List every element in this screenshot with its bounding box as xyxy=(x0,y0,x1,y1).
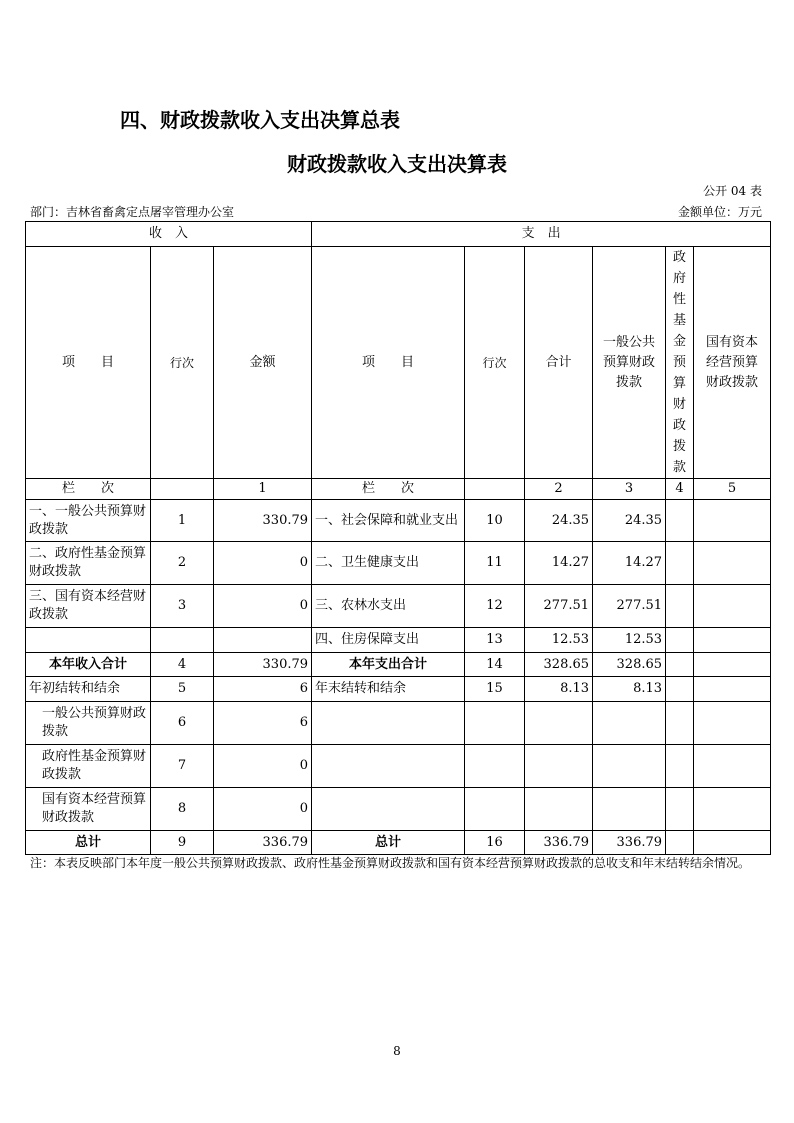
table-row xyxy=(26,788,771,831)
expense-state xyxy=(694,653,771,677)
expense-total: 328.65 xyxy=(525,653,593,677)
expense-fund xyxy=(666,542,694,585)
expense-general: 328.65 xyxy=(593,653,666,677)
income-item: 一般公共预算财政拨款 xyxy=(26,702,151,745)
table-note: 注：本表反映部门本年度一般公共预算财政拨款、政府性基金预算财政拨款和国有资本经营预算财政拨款的总收支和年末结转结余情况。 xyxy=(30,856,751,870)
col-num-2: 2 xyxy=(525,479,593,500)
expense-item xyxy=(312,745,465,788)
expense-state xyxy=(694,831,771,855)
expense-item xyxy=(312,702,465,745)
header-expense-total: 合计 xyxy=(525,247,593,479)
income-item: 二、政府性基金预算财政拨款 xyxy=(26,542,151,585)
expense-item: 本年支出合计 xyxy=(312,653,465,677)
income-amount: 330.79 xyxy=(214,500,312,542)
expense-state xyxy=(694,628,771,653)
income-row-no: 6 xyxy=(151,702,214,745)
expense-general: 14.27 xyxy=(593,542,666,585)
income-amount: 6 xyxy=(214,702,312,745)
expense-row-no: 16 xyxy=(465,831,525,855)
table-row xyxy=(26,628,771,653)
income-row-no: 5 xyxy=(151,677,214,702)
header-expense-state xyxy=(694,247,771,479)
income-amount: 0 xyxy=(214,788,312,831)
expense-fund xyxy=(666,585,694,628)
expense-fund xyxy=(666,653,694,677)
income-item: 三、国有资本经营财政拨款 xyxy=(26,585,151,628)
income-row-no: 1 xyxy=(151,500,214,542)
expense-total: 336.79 xyxy=(525,831,593,855)
col-empty-2 xyxy=(465,479,525,500)
expense-total xyxy=(525,745,593,788)
department-label: 部门：吉林省畜禽定点屠宰管理办公室 xyxy=(30,205,235,219)
header-expense-fund xyxy=(666,247,694,479)
income-row-no: 4 xyxy=(151,653,214,677)
expense-row-no: 12 xyxy=(465,585,525,628)
table-title: 财政拨款收入支出决算表 xyxy=(287,152,507,176)
expense-general: 24.35 xyxy=(593,500,666,542)
header-income-amount: 金额 xyxy=(214,247,312,479)
table-row xyxy=(26,745,771,788)
header-expense-row-no: 行次 xyxy=(465,247,525,479)
expense-item: 一、社会保障和就业支出 xyxy=(312,500,465,542)
income-row-no: 9 xyxy=(151,831,214,855)
col-num-3: 3 xyxy=(593,479,666,500)
table-row-grand-total xyxy=(26,831,771,855)
expense-fund xyxy=(666,831,694,855)
expense-state xyxy=(694,542,771,585)
expense-state xyxy=(694,500,771,542)
col-num-5: 5 xyxy=(694,479,771,500)
expense-total xyxy=(525,702,593,745)
expense-general: 12.53 xyxy=(593,628,666,653)
table-row xyxy=(26,585,771,628)
expense-row-no: 15 xyxy=(465,677,525,702)
expense-total: 14.27 xyxy=(525,542,593,585)
expense-total: 277.51 xyxy=(525,585,593,628)
table-row xyxy=(26,542,771,585)
expense-state xyxy=(694,585,771,628)
income-item: 总计 xyxy=(26,831,151,855)
income-item: 年初结转和结余 xyxy=(26,677,151,702)
income-item xyxy=(26,628,151,653)
expense-item: 三、农林水支出 xyxy=(312,585,465,628)
income-amount: 330.79 xyxy=(214,653,312,677)
income-row-no: 2 xyxy=(151,542,214,585)
expense-item: 年末结转和结余 xyxy=(312,677,465,702)
income-amount: 336.79 xyxy=(214,831,312,855)
expense-fund xyxy=(666,500,694,542)
expense-fund xyxy=(666,788,694,831)
expense-total: 24.35 xyxy=(525,500,593,542)
expense-general: 336.79 xyxy=(593,831,666,855)
expense-general: 277.51 xyxy=(593,585,666,628)
income-amount: 0 xyxy=(214,542,312,585)
expense-row-no: 10 xyxy=(465,500,525,542)
header-expense-item: 项 目 xyxy=(312,247,465,479)
income-item: 国有资本经营预算财政拨款 xyxy=(26,788,151,831)
income-amount: 0 xyxy=(214,585,312,628)
expense-fund xyxy=(666,702,694,745)
table-row xyxy=(26,702,771,745)
header-column-row xyxy=(26,247,771,479)
table-row xyxy=(26,677,771,702)
expense-general xyxy=(593,702,666,745)
expense-state xyxy=(694,702,771,745)
income-row-no: 8 xyxy=(151,788,214,831)
expense-row-no xyxy=(465,745,525,788)
expense-row-no xyxy=(465,702,525,745)
income-item: 政府性基金预算财政拨款 xyxy=(26,745,151,788)
income-amount xyxy=(214,628,312,653)
header-general-text: 一般公共预算财政拨款 xyxy=(603,334,656,390)
expense-item xyxy=(312,788,465,831)
expense-state xyxy=(694,745,771,788)
income-item: 本年收入合计 xyxy=(26,653,151,677)
expense-row-no xyxy=(465,788,525,831)
expense-fund xyxy=(666,628,694,653)
header-fund-text: 政府性基金预算财政拨款 xyxy=(673,250,687,475)
expense-general xyxy=(593,745,666,788)
income-amount: 0 xyxy=(214,745,312,788)
expense-item: 总计 xyxy=(312,831,465,855)
expense-state xyxy=(694,677,771,702)
table-row xyxy=(26,500,771,542)
table-row-subtotal xyxy=(26,653,771,677)
header-state-text: 国有资本经营预算财政拨款 xyxy=(706,334,759,390)
header-income: 收 入 xyxy=(26,222,312,247)
expense-state xyxy=(694,788,771,831)
header-expense-general xyxy=(593,247,666,479)
expense-general xyxy=(593,788,666,831)
expense-row-no: 14 xyxy=(465,653,525,677)
header-group-row xyxy=(26,222,771,247)
expense-fund xyxy=(666,745,694,788)
income-row-no: 3 xyxy=(151,585,214,628)
expense-total xyxy=(525,788,593,831)
expense-row-no: 11 xyxy=(465,542,525,585)
col-empty-1 xyxy=(151,479,214,500)
amount-unit-label: 金额单位：万元 xyxy=(677,205,762,219)
budget-table xyxy=(25,221,771,855)
form-code: 公开 04 表 xyxy=(703,184,762,198)
page-number: 8 xyxy=(393,1044,401,1058)
income-row-no xyxy=(151,628,214,653)
expense-total: 8.13 xyxy=(525,677,593,702)
expense-general: 8.13 xyxy=(593,677,666,702)
income-amount: 6 xyxy=(214,677,312,702)
section-title: 四、财政拨款收入支出决算总表 xyxy=(120,108,400,132)
expense-total: 12.53 xyxy=(525,628,593,653)
column-number-row xyxy=(26,479,771,500)
col-num-1: 1 xyxy=(214,479,312,500)
col-label-expense: 栏 次 xyxy=(312,479,465,500)
expense-fund xyxy=(666,677,694,702)
col-label-income: 栏 次 xyxy=(26,479,151,500)
expense-item: 二、卫生健康支出 xyxy=(312,542,465,585)
income-row-no: 7 xyxy=(151,745,214,788)
expense-item: 四、住房保障支出 xyxy=(312,628,465,653)
col-num-4: 4 xyxy=(666,479,694,500)
header-income-row-no: 行次 xyxy=(151,247,214,479)
header-income-item: 项 目 xyxy=(26,247,151,479)
income-item: 一、一般公共预算财政拨款 xyxy=(26,500,151,542)
header-expense: 支 出 xyxy=(312,222,771,247)
expense-row-no: 13 xyxy=(465,628,525,653)
